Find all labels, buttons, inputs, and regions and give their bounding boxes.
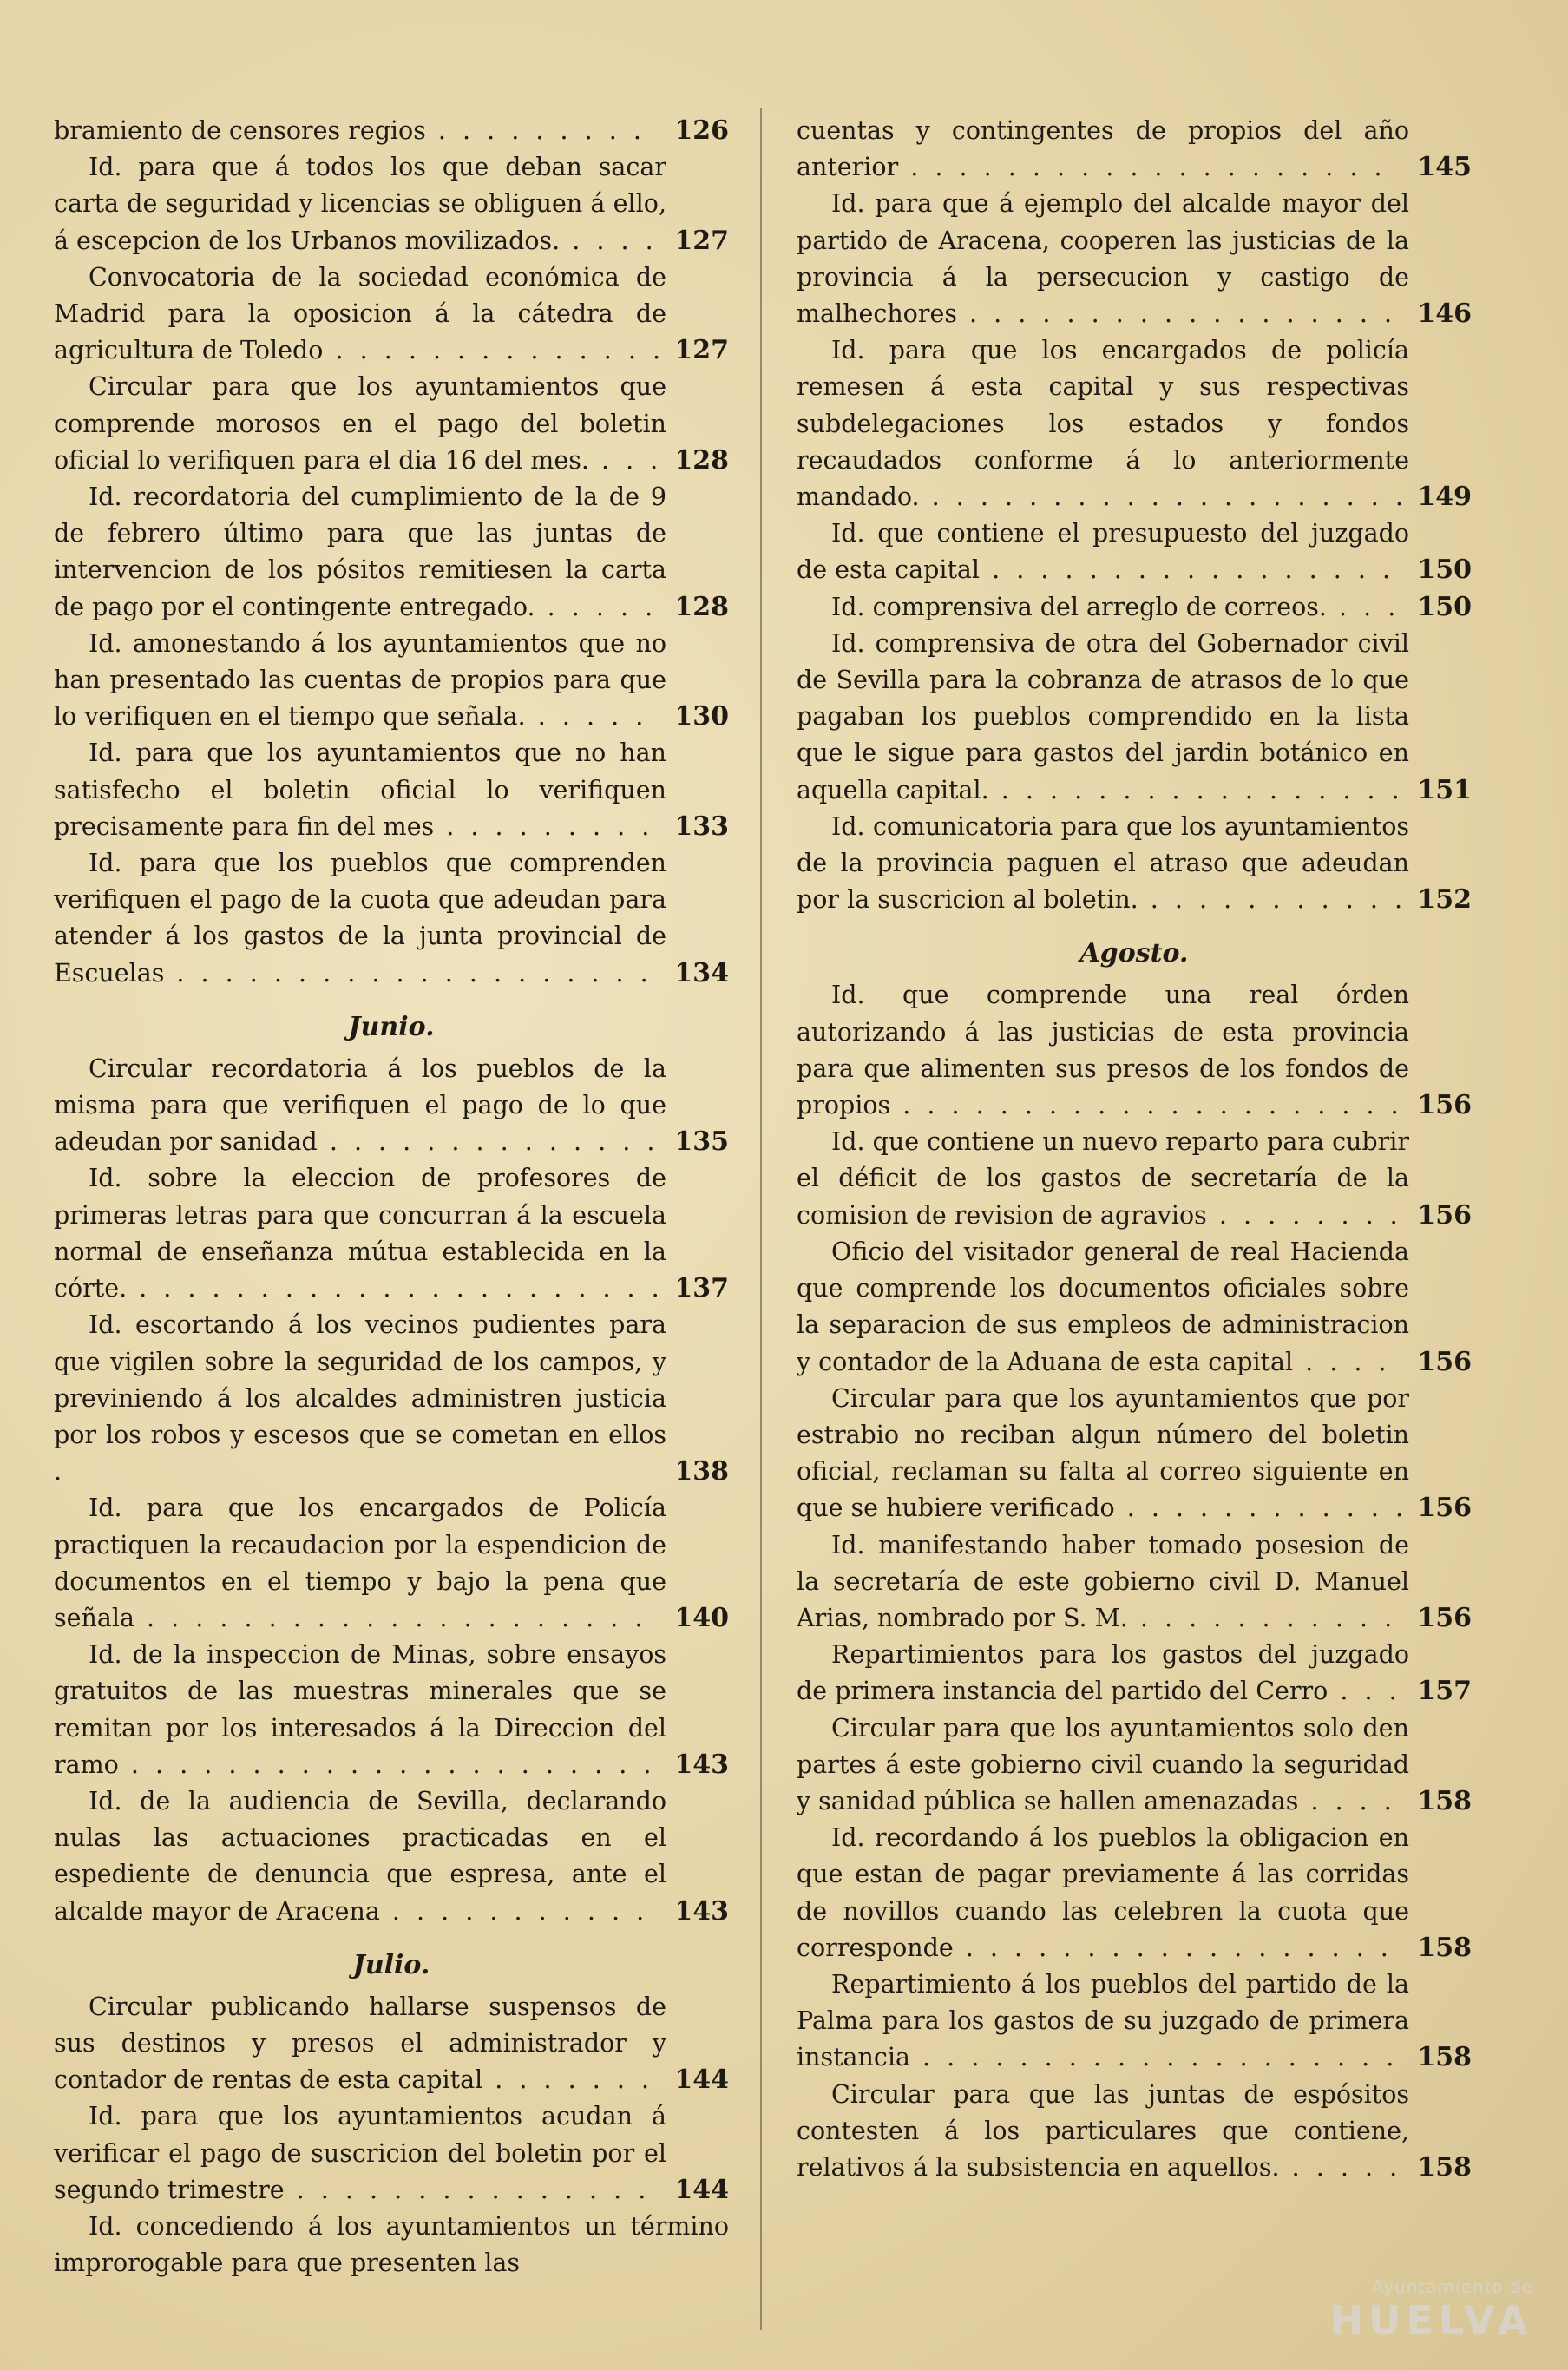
leader-dots: . . . . . . . . . . . . . . . . . . . . .: [134, 1603, 647, 1632]
entry-text: Id. comunicatoria para que los ayuntamientos de la provincia paguen el atraso que adeudan por la suscricion al boletin.: [797, 811, 1409, 915]
index-entry: [797, 1710, 1472, 1821]
entry-text: Id. comprensiva del arreglo de correos.: [831, 592, 1327, 621]
entry-text: Id. amonestando á los ayuntamientos que no han presentado las cuentas de propios para que lo verifiquen en el tiempo que señala.: [54, 628, 666, 732]
index-entry: [797, 1637, 1472, 1710]
page-number: 151: [1417, 774, 1472, 805]
page-number: 150: [1417, 591, 1472, 622]
entry-text: Oficio del visitador general de real Hacienda que comprende los documentos oficiales sobre la separacion de sus empleos de administracion y contador de la Aduana de esta capital: [797, 1237, 1409, 1376]
entry-text: cuentas y contingentes de propios del año anterior: [797, 116, 1409, 182]
column-divider: [760, 108, 762, 2330]
leader-dots: . . . . .: [535, 592, 658, 621]
leader-dots: . . . . . . . . . . .: [1127, 1603, 1397, 1632]
leader-dots: . . . .: [1298, 1786, 1396, 1815]
entry-text: Convocatoria de la sociedad económica de Madrid para la oposicion á la cátedra de agricultura de Toledo: [54, 262, 666, 365]
page-number: 156: [1417, 1199, 1472, 1231]
page-number: 127: [674, 225, 729, 256]
month-heading: Agosto.: [1079, 938, 1189, 969]
index-entry: [797, 1820, 1472, 1966]
page-number: 144: [674, 2174, 729, 2205]
leader-dots: . . . . . . . . . . . . . . . . . . . . . .: [118, 1750, 656, 1779]
page-number: 157: [1417, 1676, 1472, 1707]
leader-dots: . . . . . . .: [482, 2065, 654, 2095]
entry-text: Id. manifestando haber tomado posesion de la secretaría de este gobierno civil D. Manuel Arias, nombrado por S. M.: [797, 1530, 1409, 1632]
entry-text: Id. que comprende una real órden autorizando á las justicias de esta provincia para que alimenten sus presos de los fondos de propios: [797, 981, 1409, 1120]
watermark-line2: HUELVA: [1329, 2297, 1533, 2344]
page-number: 137: [674, 1273, 729, 1304]
left-column: [54, 113, 729, 2281]
entry-text: Id. escortando á los vecinos pudientes para que vigilen sobre la seguridad de los campos, y previniendo á los alcaldes administren justicia por los robos y escesos que se cometan en ellos: [54, 1310, 666, 1449]
page-number: 134: [674, 957, 729, 988]
page-number: 140: [674, 1602, 729, 1633]
page-number: 128: [674, 444, 729, 476]
index-entry: [797, 515, 1472, 588]
leader-dots: . . .: [1326, 592, 1401, 621]
page-number: 156: [1417, 1602, 1472, 1633]
index-entry: [797, 1234, 1472, 1381]
leader-dots: . . . . .: [525, 702, 648, 732]
page-number: 145: [1417, 152, 1472, 183]
index-entry: [797, 809, 1472, 919]
index-entry: [797, 332, 1472, 515]
index-entry: [54, 626, 729, 736]
entry-text: Id. para que los encargados de policía remesen á esta capital y sus respectivas subdelegaciones los estados y fondos recaudados conforme á lo anteriormente mandado.: [797, 336, 1409, 512]
leader-dots: . . . . . . . . .: [425, 116, 646, 145]
leader-dots: . . . . . . . . . . . . . . . . . . . .: [919, 483, 1407, 512]
leader-dots: . . . . . . . . . . . . . .: [317, 1127, 659, 1157]
page-number: 149: [1417, 482, 1472, 513]
index-entry: [54, 735, 729, 845]
leader-dots: . . . . . . . . . . . . . . . . . . . .: [898, 153, 1387, 182]
leader-dots: . . . . . . . . . . . . . . . . .: [980, 555, 1395, 585]
entry-text: Circular para que los ayuntamientos solo den partes á este gobierno civil cuando la seguridad y sanidad pública se hallen amenazadas: [797, 1713, 1409, 1815]
page-number: 126: [674, 115, 729, 146]
index-entry: [54, 1490, 729, 1637]
entry-text: Circular para que los ayuntamientos que comprende morosos en el pago del boletin oficial lo verifiquen para el dia 16 del mes.: [54, 372, 666, 475]
leader-dots: . . . . . . . .: [1206, 1200, 1402, 1230]
entry-text: Id. de la audiencia de Sevilla, declarando nulas las actuaciones practicadas en el espediente de denuncia que espresa, ante el alcalde mayor de Aracena: [54, 1786, 666, 1926]
entry-text: Repartimientos para los gastos del juzgado de primera instancia del partido del Cerro: [797, 1640, 1409, 1706]
page-number: 138: [674, 1456, 729, 1487]
entry-text: Id. para que los ayuntamientos acudan á verificar el pago de suscricion del boletin por el segundo trimestre: [54, 2102, 666, 2204]
page-number: 156: [1417, 1346, 1472, 1377]
leader-dots: . . . . . . . . . . . .: [1114, 1494, 1408, 1523]
page-number: 128: [674, 591, 729, 622]
leader-dots: . . . . . . . . . . . . . . . . . . . . . .: [127, 1274, 664, 1303]
page-number: 143: [674, 1749, 729, 1780]
leader-dots: . . .: [1328, 1677, 1401, 1706]
entry-text: Id. recordando á los pueblos la obligacion en que estan de pagar previamente á las corridas de novillos cuando las celebren la cuota que corresponde: [797, 1823, 1409, 1962]
index-entry: [797, 2077, 1472, 2187]
index-entry: [797, 1527, 1472, 1638]
page-number: 130: [674, 701, 729, 732]
index-entry: [54, 1307, 729, 1490]
entry-text: Circular publicando hallarse suspensos de sus destinos y presos el administrador y contador de rentas de esta capital: [54, 1992, 666, 2095]
leader-dots: . . . . . . . . . . . . . .: [323, 336, 666, 365]
index-entry: [54, 1051, 729, 1161]
index-entry: [54, 2209, 729, 2281]
index-entry: [797, 1124, 1472, 1234]
index-entry: [54, 1783, 729, 1930]
leader-dots: . . . . . . . . . . . . . . . . .: [988, 775, 1404, 804]
page-number: 127: [674, 335, 729, 366]
entry-text: Id. sobre la eleccion de profesores de primeras letras para que concurran á la escuela normal de enseñanza mútua establecida en la córte.: [54, 1164, 666, 1303]
index-entry: [797, 113, 1472, 186]
leader-dots: . . . . . . . . . . . . . . . . . . . . .: [890, 1091, 1403, 1120]
entry-text: Repartimiento á los pueblos del partido de la Palma para los gastos de su juzgado de primera instancia: [797, 1969, 1409, 2072]
page-number: 158: [1417, 1932, 1472, 1963]
page-number: 133: [674, 811, 729, 842]
index-entry: [797, 589, 1472, 626]
page-number: 156: [1417, 1090, 1472, 1121]
month-heading: Junio.: [348, 1011, 435, 1042]
leader-dots: .: [54, 1457, 67, 1487]
index-entry: [54, 149, 729, 259]
entry-text: Id. para que los encargados de Policía practiquen la recaudacion por la espendicion de documentos en el tiempo y bajo la pena que señala: [54, 1494, 666, 1632]
index-entry: [54, 369, 729, 479]
index-entry: [797, 626, 1472, 809]
leader-dots: . . . .: [560, 226, 658, 255]
page-number: 158: [1417, 1785, 1472, 1816]
index-entry: [54, 113, 729, 149]
index-entry: [54, 845, 729, 992]
entry-text: Id. para que los pueblos que comprenden verifiquen el pago de la cuota que adeudan para atender á los gastos de la junta provincial de Escuelas: [54, 849, 666, 988]
index-entry: [54, 259, 729, 370]
leader-dots: . . . .: [1293, 1347, 1391, 1376]
leader-dots: . . . . . . . . . . . . . . .: [284, 2175, 651, 2204]
index-entry: [54, 1989, 729, 2099]
page-number: 146: [1417, 299, 1472, 330]
page-number: 158: [1417, 2151, 1472, 2183]
page-number: 135: [674, 1126, 729, 1158]
right-column: [797, 113, 1472, 2186]
index-entry: [797, 1966, 1472, 2077]
index-entry: [54, 1160, 729, 1307]
entry-text: Id. para que á todos los que deban sacar carta de seguridad y licencias se obliguen á ello, á escepcion de los Urbanos movilizados.: [54, 153, 666, 255]
entry-text: Id. que contiene el presupuesto del juzgado de esta capital: [797, 519, 1409, 585]
page-number: 144: [674, 2065, 729, 2096]
leader-dots: . . . . . . . . . . . . . . . . . .: [956, 299, 1397, 329]
leader-dots: . . . . . . . . . . . . . . . . . .: [953, 1933, 1393, 1962]
leader-dots: . . . . . . . . . . .: [1138, 885, 1407, 915]
leader-dots: . . . . .: [1279, 2152, 1402, 2182]
entry-text: Circular para que los ayuntamientos que por estrabio no reciban algun número del boletin oficial, reclaman su falta al correo siguiente en que se hubiere verificado: [797, 1383, 1409, 1523]
entry-text: Id. para que á ejemplo del alcalde mayor del partido de Aracena, cooperen las justicias de la provincia á la persecucion y castigo de malhechores: [797, 189, 1409, 329]
page-number: 143: [674, 1895, 729, 1927]
entry-text: Id. de la inspeccion de Minas, sobre ensayos gratuitos de las muestras minerales que se remitan por los interesados á la Direccion del ramo: [54, 1640, 666, 1779]
entry-text: Circular para que las juntas de espósitos contesten á los particulares que contiene, relativos á la subsistencia en aquellos.: [797, 2079, 1409, 2182]
entry-text: Id. concediendo á los ayuntamientos un término improrogable para que presenten las: [54, 2211, 729, 2278]
page-number: 150: [1417, 555, 1472, 586]
leader-dots: . . . . . . . . . . .: [379, 1896, 649, 1926]
index-entry: [54, 2098, 729, 2209]
entry-text: Circular recordatoria á los pueblos de la misma para que verifiquen el pago de lo que adeudan por sanidad: [54, 1054, 666, 1157]
month-heading: Julio.: [352, 1949, 430, 1980]
entry-text: Id. comprensiva de otra del Gobernador civil de Sevilla para la cobranza de atrasos de lo que pagaban los pueblos comprendido en la lista que le sigue para gastos del jardin botánico en aquella capital.: [797, 628, 1409, 804]
leader-dots: . . . . . . . . . . . . . . . . . . . .: [909, 2043, 1399, 2072]
leader-dots: . . . . . . . . .: [434, 811, 654, 841]
page-number: 152: [1417, 884, 1472, 916]
archive-watermark: [1330, 2276, 1533, 2344]
page-number: 156: [1417, 1493, 1472, 1524]
entry-text: Id. para que los ayuntamientos que no han satisfecho el boletin oficial lo verifiquen precisamente para fin del mes: [54, 739, 666, 841]
entry-text: bramiento de censores regios: [54, 116, 426, 145]
index-entry: [797, 1381, 1472, 1527]
leader-dots: . . . . . . . . . . . . . . . . . . . .: [164, 958, 653, 988]
index-entry: [54, 1637, 729, 1783]
entry-text: Id. que contiene un nuevo reparto para cubrir el déficit de los gastos de secretaría de la comision de revision de agravios: [797, 1127, 1409, 1230]
index-entry: [797, 186, 1472, 332]
leader-dots: . . .: [588, 445, 663, 475]
watermark-line1: Ayuntamiento de: [1371, 2276, 1533, 2297]
index-entry: [54, 479, 729, 626]
page-number: 158: [1417, 2042, 1472, 2073]
index-entry: [797, 977, 1472, 1124]
entry-text: Id. recordatoria del cumplimiento de la de 9 de febrero último para que las juntas de intervencion de los pósitos remitiesen la carta de pago por el contingente entregado.: [54, 483, 666, 621]
